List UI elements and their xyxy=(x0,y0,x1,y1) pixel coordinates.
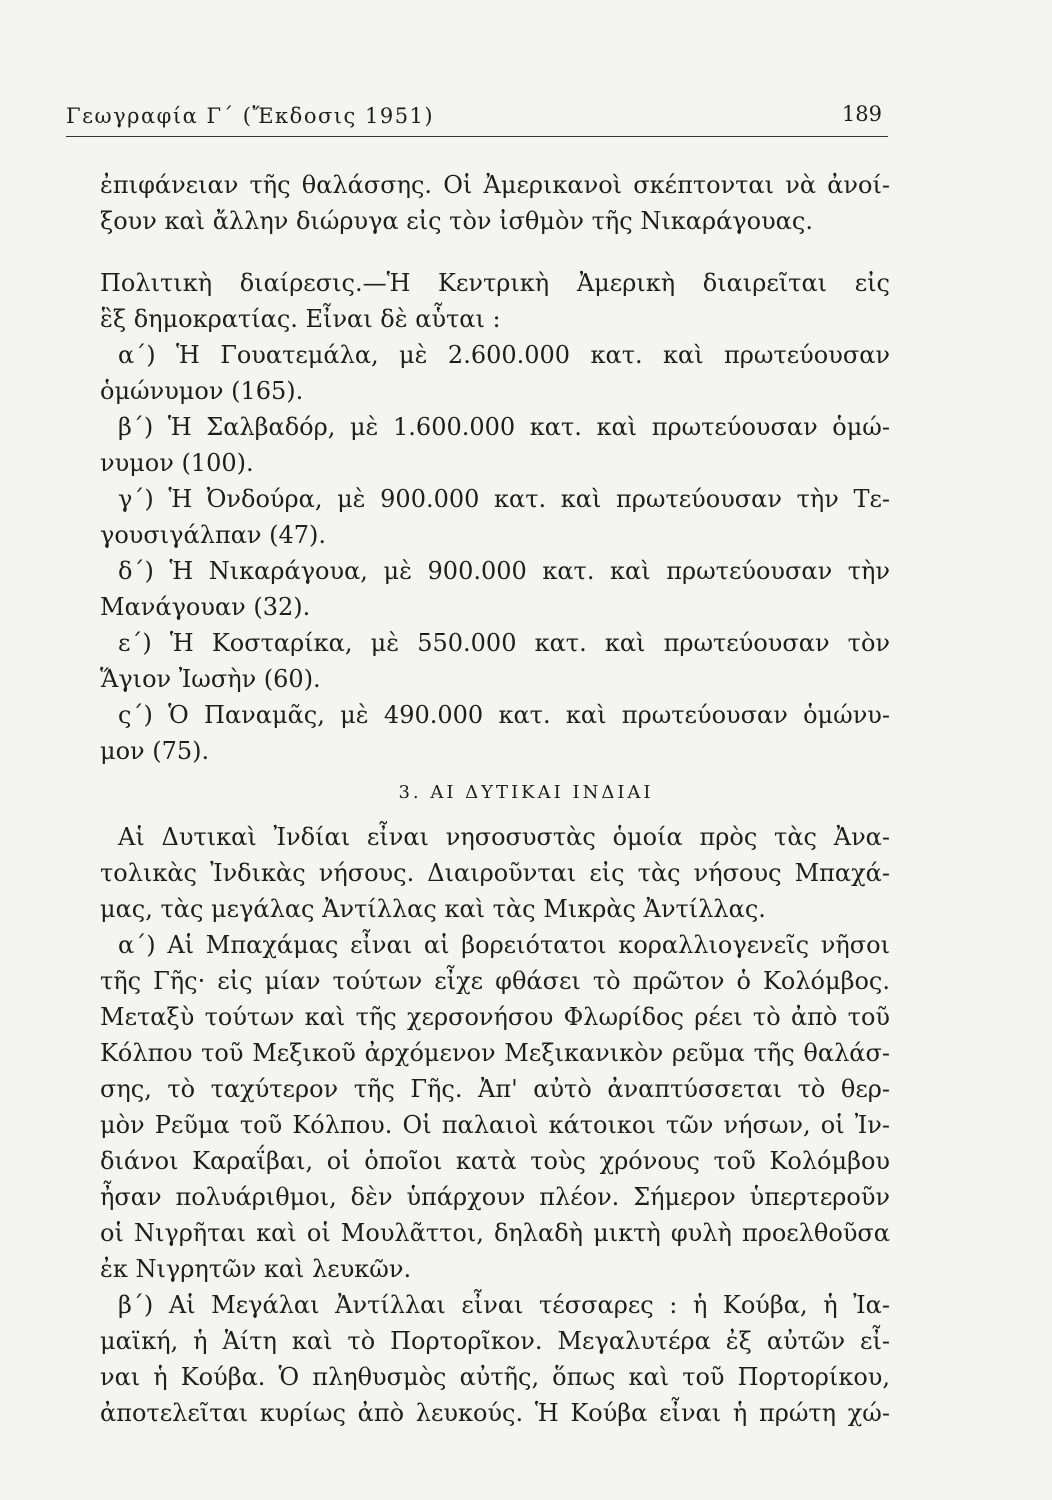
page-number: 189 xyxy=(841,102,882,126)
text-line: σης, τὸ ταχύτερον τῆς Γῆς. Ἀπ' αὐτὸ ἀναπτύσσεται τὸ θερ- xyxy=(100,1075,890,1103)
text-line: ὁμώνυμον (165). xyxy=(100,377,304,405)
text-line: τῆς Γῆς· εἰς μίαν τούτων εἶχε φθάσει τὸ πρῶτον ὁ Κολόμβος. xyxy=(100,967,890,995)
text-line: γουσιγάλπαν (47). xyxy=(100,521,327,549)
text-line: ἐπιφάνειαν τῆς θαλάσσης. Οἱ Ἀμερικανοὶ σκέπτονται νὰ ἀνοί- xyxy=(100,171,890,199)
text-line: ε΄) Ἡ Κοσταρίκα, μὲ 550.000 κατ. καὶ πρωτεύουσαν τὸν xyxy=(118,629,890,657)
text-line: Αἱ Δυτικαὶ Ἰνδίαι εἶναι νησοσυστὰς ὁμοία πρὸς τὰς Ἀνα- xyxy=(118,823,890,851)
text-line: ἓξ δημοκρατίας. Εἶναι δὲ αὗται : xyxy=(100,305,501,333)
text-line: Κόλπου τοῦ Μεξικοῦ ἀρχόμενον Μεξικανικὸν ρεῦμα τῆς θαλάσ- xyxy=(100,1039,890,1067)
page-header xyxy=(66,100,888,137)
text-line: ἀποτελεῖται κυρίως ἀπὸ λευκούς. Ἡ Κούβα εἶναι ἡ πρώτη χώ- xyxy=(100,1399,890,1427)
text-line: μον (75). xyxy=(100,737,210,765)
section-heading: 3. ΑΙ ΔΥΤΙΚΑΙ ΙΝΔΙΑΙ xyxy=(398,782,654,803)
text-line: νυμον (100). xyxy=(100,449,254,477)
text-line: μὸν Ρεῦμα τοῦ Κόλπου. Οἱ παλαιοὶ κάτοικοι τῶν νήσων, οἱ Ἰν- xyxy=(100,1111,890,1139)
text-line: ς΄) Ὁ Παναμᾶς, μὲ 490.000 κατ. καὶ πρωτεύουσαν ὁμώνυ- xyxy=(118,701,890,729)
text-line: ξουν καὶ ἄλλην διώρυγα εἰς τὸν ἰσθμὸν τῆς Νικαράγουας. xyxy=(100,207,813,235)
text-line: Ἅγιον Ἰωσὴν (60). xyxy=(100,665,321,693)
text-line: Μανάγουαν (32). xyxy=(100,593,311,621)
text-line: ἐκ Νιγρητῶν καὶ λευκῶν. xyxy=(100,1255,412,1283)
text-line: Πολιτικὴ διαίρεσις.—Ἡ Κεντρικὴ Ἀμερικὴ διαιρεῖται εἰς xyxy=(100,269,890,297)
text-line: ναι ἡ Κούβα. Ὁ πληθυσμὸς αὐτῆς, ὅπως καὶ τοῦ Πορτορίκου, xyxy=(100,1363,890,1391)
text-line: τολικὰς Ἰνδικὰς νήσους. Διαιροῦνται εἰς τὰς νήσους Μπαχά- xyxy=(100,859,890,887)
text-line: ἦσαν πολυάριθμοι, δὲν ὑπάρχουν πλέον. Σήμερον ὑπερτεροῦν xyxy=(100,1183,890,1211)
text-line: διάνοι Καραΐβαι, οἱ ὁποῖοι κατὰ τοὺς χρόνους τοῦ Κολόμβου xyxy=(100,1147,890,1175)
text-line: οἱ Νιγρῆται καὶ οἱ Μουλᾶττοι, δηλαδὴ μικτὴ φυλὴ προελθοῦσα xyxy=(100,1219,890,1247)
text-line: μας, τὰς μεγάλας Ἀντίλλας καὶ τὰς Μικρὰς Ἀντίλλας. xyxy=(100,895,766,923)
text-line: α΄) Ἡ Γουατεμάλα, μὲ 2.600.000 κατ. καὶ πρωτεύουσαν xyxy=(118,341,890,369)
running-head: Γεωγραφία Γ΄ (Ἔκδοσις 1951) xyxy=(66,104,435,128)
text-line: β΄) Ἡ Σαλβαδόρ, μὲ 1.600.000 κατ. καὶ πρωτεύουσαν ὁμώ- xyxy=(118,413,890,441)
text-line: β΄) Αἱ Μεγάλαι Ἀντίλλαι εἶναι τέσσαρες : ἡ Κούβα, ἡ Ἰα- xyxy=(118,1291,890,1319)
text-line: γ΄) Ἡ Ὀνδούρα, μὲ 900.000 κατ. καὶ πρωτεύουσαν τὴν Τε- xyxy=(118,485,890,513)
text-line: Μεταξὺ τούτων καὶ τῆς χερσονήσου Φλωρίδος ρέει τὸ ἀπὸ τοῦ xyxy=(100,1003,890,1031)
text-line: α΄) Αἱ Μπαχάμας εἶναι αἱ βορειότατοι κοραλλιογενεῖς νῆσοι xyxy=(118,931,890,959)
text-line: δ΄) Ἡ Νικαράγουα, μὲ 900.000 κατ. καὶ πρωτεύουσαν τὴν xyxy=(118,557,890,585)
text-line: μαϊκή, ἡ Ἁίτη καὶ τὸ Πορτορῖκον. Μεγαλυτέρα ἐξ αὐτῶν εἶ- xyxy=(100,1327,890,1355)
